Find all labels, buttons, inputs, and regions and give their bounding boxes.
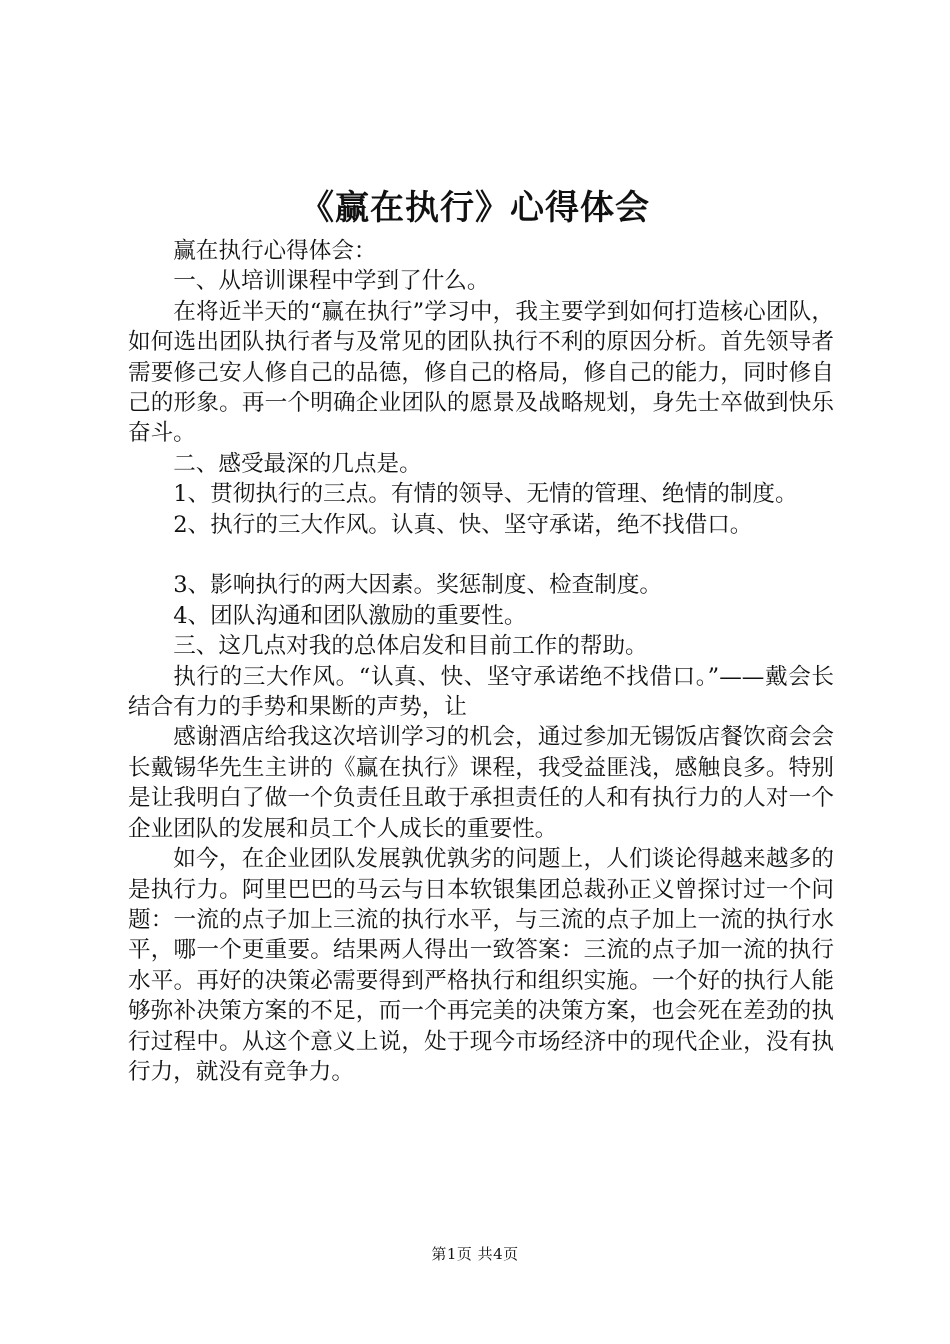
- paragraph-point-1: 1、贯彻执行的三点。有情的领导、无情的管理、绝情的制度。: [173, 481, 798, 508]
- document-body: [128, 236, 834, 1087]
- paragraph-heading-2: 二、感受最深的几点是。: [173, 450, 422, 477]
- paragraph-style: 执行的三大作风。“认真、快、坚守承诺绝不找借口。”——戴会长结合有力的手势和果断的声势，让: [128, 663, 834, 721]
- paragraph-thanks: 感谢酒店给我这次培训学习的机会，通过参加无锡饭店餐饮商会会长戴锡华先生主讲的《赢在执行》课程，我受益匪浅，感触良多。特别是让我明白了做一个负责任且敢于承担责任的人和有执行力的人对一个企业团队的发展和员工个人成长的重要性。: [128, 724, 834, 842]
- page-footer: 第1页 共4页: [431, 1245, 519, 1263]
- paragraph-point-2: 2、执行的三大作风。认真、快、坚守承诺，绝不找借口。: [173, 511, 753, 538]
- document-title: 《赢在执行》心得体会: [300, 188, 650, 228]
- paragraph-intro: 赢在执行心得体会：: [173, 238, 377, 264]
- paragraph-point-3: 3、影响执行的两大因素。奖惩制度、检查制度。: [173, 572, 663, 599]
- paragraph-heading-1: 一、从培训课程中学到了什么。: [173, 268, 490, 295]
- paragraph-execution: 如今，在企业团队发展孰优孰劣的问题上，人们谈论得越来越多的是执行力。阿里巴巴的马云与日本软银集团总裁孙正义曾探讨过一个问题：一流的点子加上三流的执行水平，与三流的点子加上一流的执行水平，哪一个更重要。结果两人得出一致答案：三流的点子加一流的执行水平。再好的决策必需要得到严格执行和组织实施。一个好的执行人能够弥补决策方案的不足，而一个再完美的决策方案，也会死在差劲的执行过程中。从这个意义上说，处于现今市场经济中的现代企业，没有执行力，就没有竞争力。: [128, 846, 834, 1085]
- paragraph-learning: 在将近半天的“赢在执行”学习中，我主要学到如何打造核心团队，如何选出团队执行者与及常见的团队执行不利的原因分析。首先领导者需要修己安人修自己的品德，修自己的格局，修自己的能力，同时修自己的形象。再一个明确企业团队的愿景及战略规划，身先士卒做到快乐奋斗。: [128, 298, 834, 447]
- paragraph-point-4: 4、团队沟通和团队激励的重要性。: [173, 602, 527, 629]
- paragraph-heading-3: 三、这几点对我的总体启发和目前工作的帮助。: [173, 633, 648, 660]
